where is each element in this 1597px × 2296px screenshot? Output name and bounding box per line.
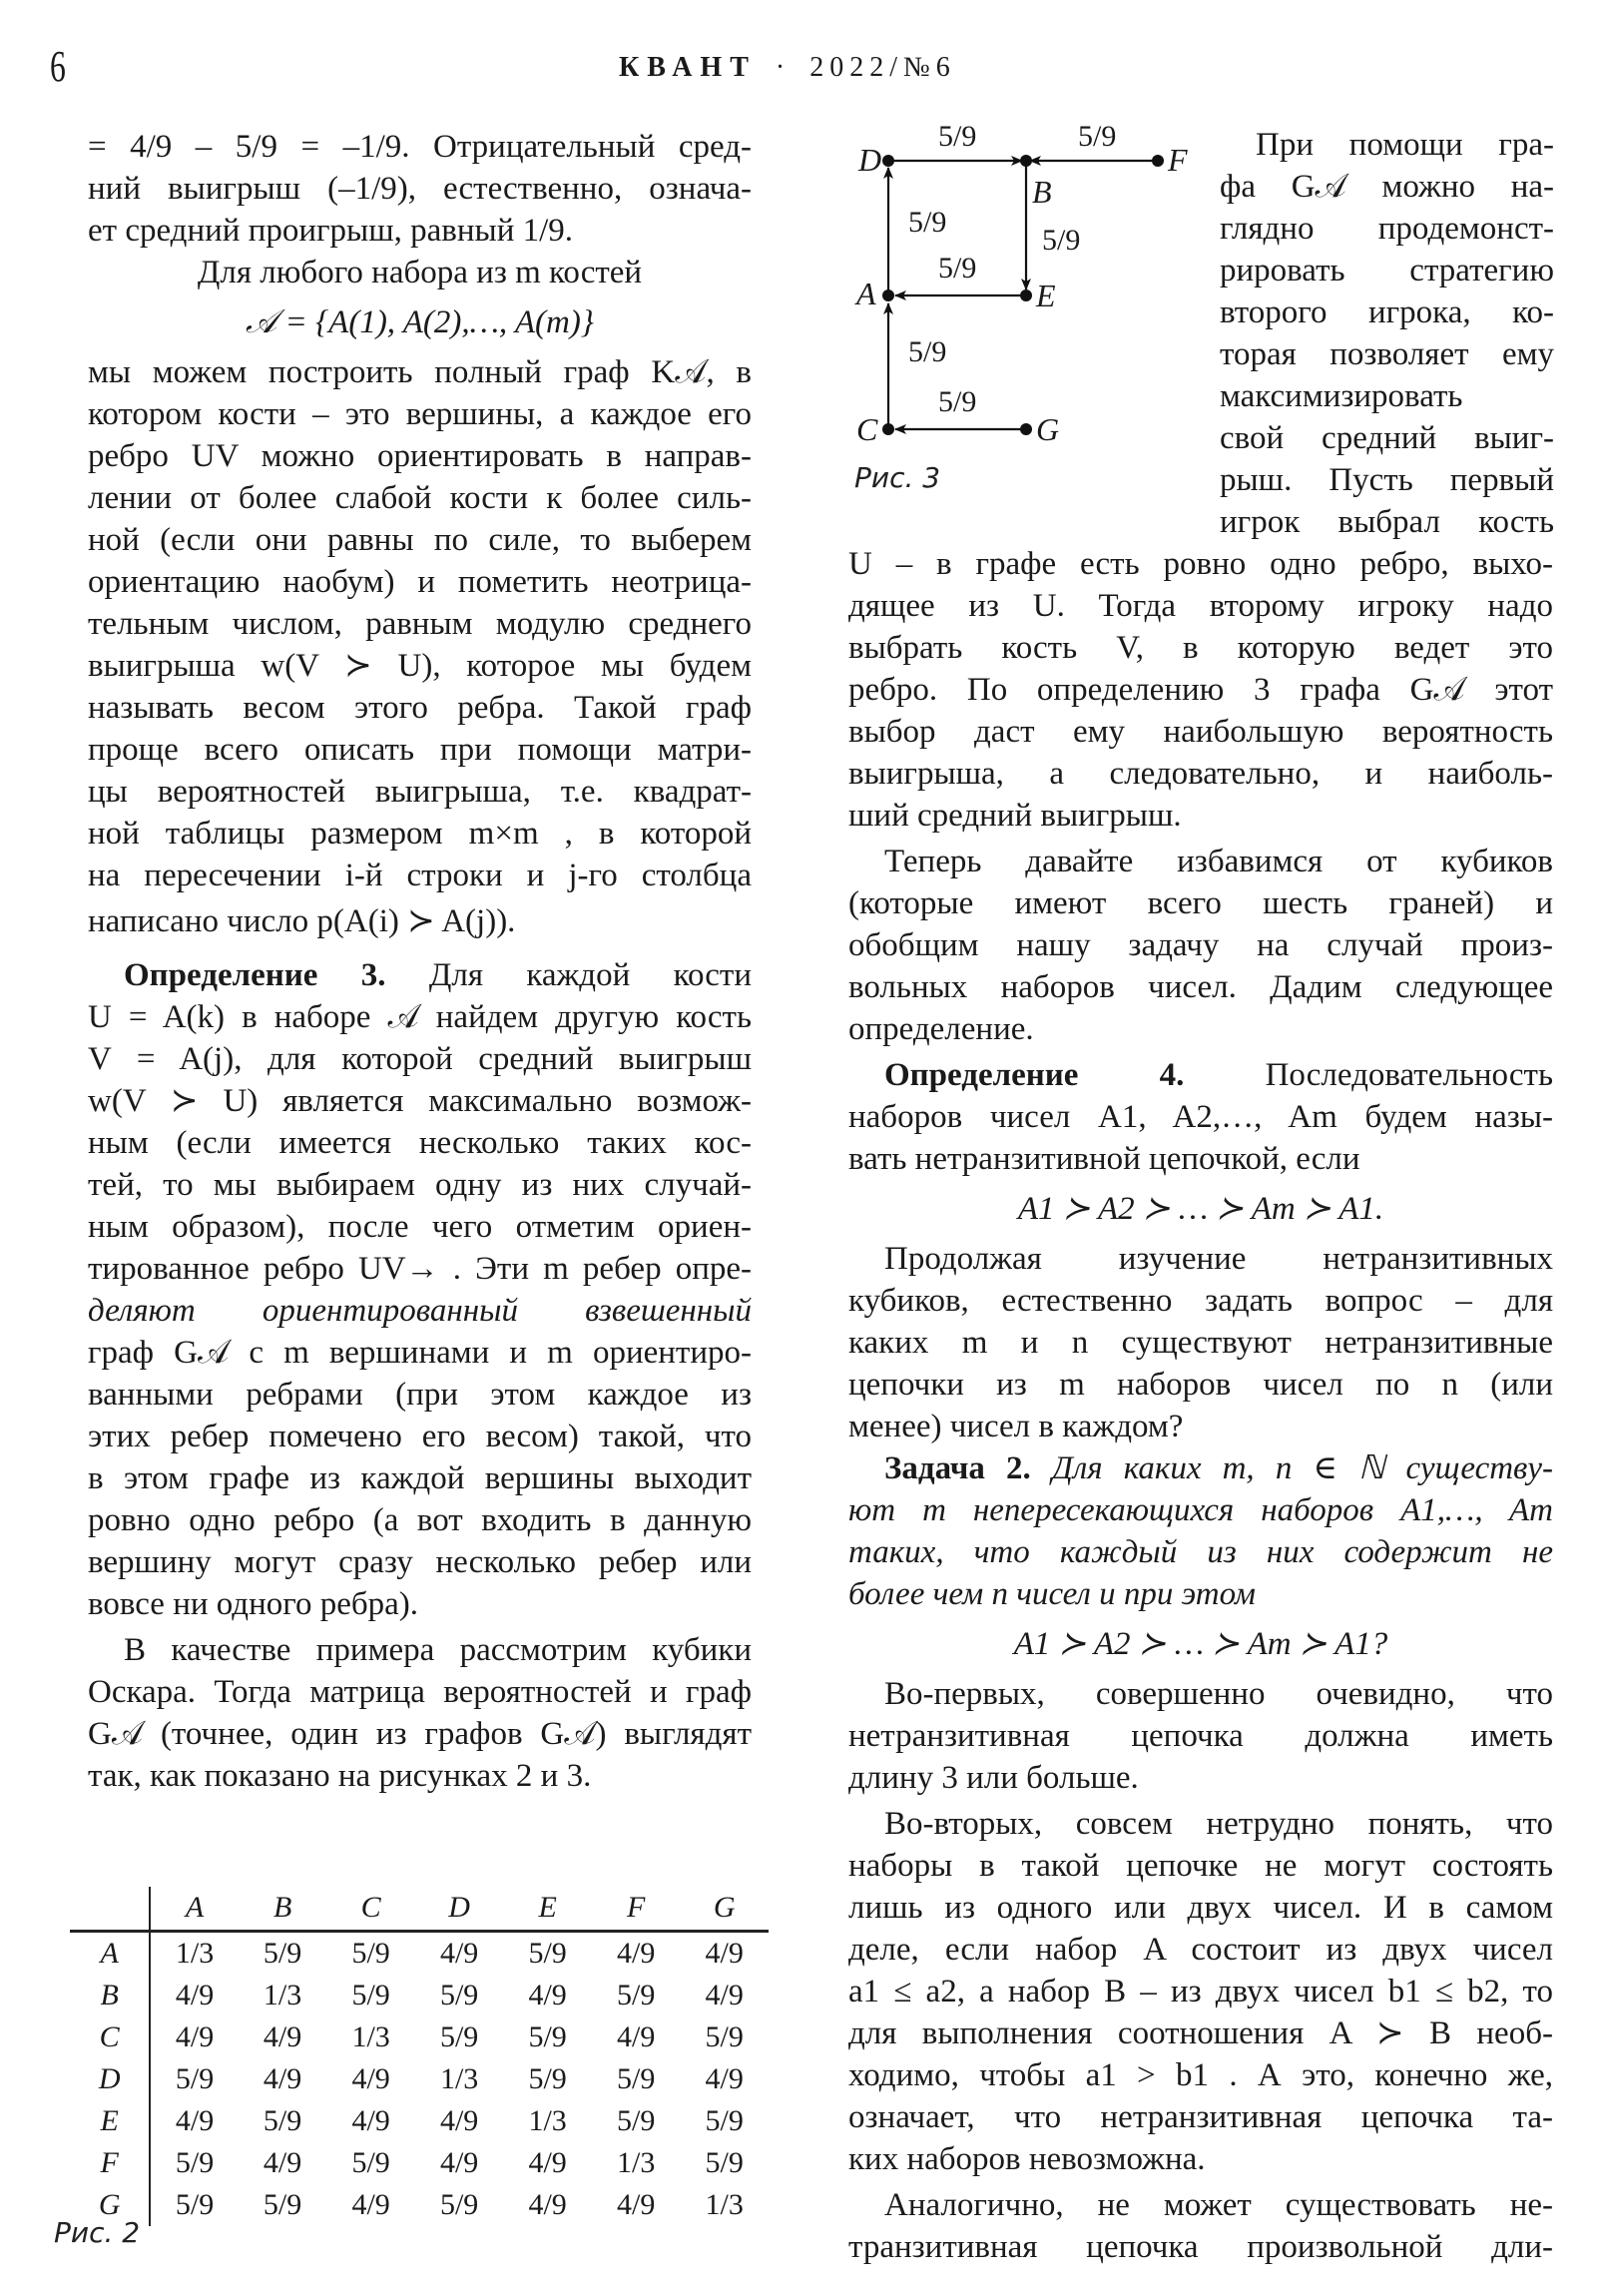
table-cell: 4/9 [351,2187,390,2221]
table-cell: 5/9 [528,1936,567,1970]
text-line: ровно одно ребро (а вот входить в данную [88,1502,752,1538]
paragraph-negative-payoff [88,126,752,252]
row-header: A [70,1931,150,1975]
text-line [848,1447,1553,1489]
column-header: C [326,1887,415,1931]
text-line: означает, что нетранзитивная цепочка та- [848,2099,1553,2135]
node-label-f: F [1168,142,1188,178]
column-header: B [239,1887,327,1931]
text-line: проще всего описать при помощи матри- [88,732,752,768]
table-cell: 4/9 [528,2145,567,2179]
definition-4 [848,1054,1553,1180]
text-line: тельным числом, равным модулю среднего [88,606,752,642]
text-line: максимизировать [1220,378,1463,414]
definition-4-title: Определение 4. [884,1057,1185,1093]
table-cell: 1/3 [439,2061,479,2095]
text-line: Во-вторых, совсем нетрудно понять, что [884,1806,1553,1842]
text-line: ходимо, чтобы a1 > b1 . А это, конечно же, [848,2057,1553,2093]
header-separator: · [775,52,792,83]
paragraph-question [848,1238,1553,1447]
node-label-a: A [856,276,876,311]
row-header: F [70,2142,150,2184]
text-line: торая позволяет ему [1220,336,1554,372]
text-line: наборы в такой цепочке не могут состоять [848,1848,1553,1884]
table-cell: 4/9 [263,2145,302,2179]
table-cell: 5/9 [175,2145,215,2179]
paragraph-oskar-example [88,1629,752,1797]
text-line: написано число p(A(i) ≻ A(j)). [88,903,516,939]
text-line: цы вероятностей выигрыша, т.е. квадрат- [88,774,752,810]
text-line [88,954,752,996]
formula-chain-question: A1 ≻ A2 ≻ … ≻ Am ≻ A1? [1013,1626,1388,1662]
table-cell: 1/3 [705,2187,744,2221]
text-line: ребро UV можно ориентировать в направ- [88,438,752,474]
text-line: V = A(j), для которой средний выигрыш [88,1041,752,1077]
text-line: каких m и n существуют нетранзитивные [848,1325,1553,1361]
column-header: G [680,1887,769,1931]
table-row [70,2058,769,2100]
table-cell: 4/9 [263,2019,302,2053]
table-cell: 5/9 [439,2187,479,2221]
table-row [70,2100,769,2142]
journal-title [619,48,956,88]
text-line: ной (если они равны по силе, то выберем [88,522,752,558]
table-cell: 4/9 [175,2103,215,2137]
figure-3-directed-graph [846,118,1206,497]
left-column [88,126,752,1797]
column-header: A [150,1887,239,1931]
text-line: = 4/9 – 5/9 = –1/9. Отрицательный сред- [88,129,752,165]
paragraph-firstly [848,1673,1553,1799]
table-cell: 4/9 [263,2061,302,2095]
column-header: E [503,1887,592,1931]
text-line: ной таблицы размером m×m , в которой [88,816,752,852]
text-span: Для каких m, n ∈ ℕ существу- [1051,1450,1554,1486]
table-cell: 1/3 [263,1978,302,2011]
text-line: цепочки из m наборов чисел по n (или [848,1367,1553,1403]
table-cell: 4/9 [528,1978,567,2011]
text-line: для выполнения соотношения A ≻ B необ- [848,2015,1553,2051]
text-line: w(V ≻ U) является максимально возмож- [88,1083,752,1119]
text-line: таких, что каждый из них содержит не [848,1534,1553,1570]
text-line: ным образом), после чего отметим ориен- [88,1209,752,1245]
text-line: a1 ≤ a2, а набор B – из двух чисел b1 ≤ b2, то [848,1974,1553,2009]
table-cell: 1/3 [616,2145,656,2179]
paragraph-complete-graph [88,351,752,946]
table-cell: 5/9 [616,2061,656,2095]
table-row [70,2016,769,2058]
text-line: глядно продемонст- [1220,211,1554,247]
text-line: Продолжая изучение нетранзитивных [884,1241,1553,1277]
table-cell: 4/9 [439,2103,479,2137]
row-header: C [70,2016,150,2058]
text-line: обобщим нашу задачу на случай произ- [848,927,1553,963]
edge-weight-b-e: 5/9 [1042,224,1081,257]
text-line: ют m непересекающихся наборов A1,…, Am [848,1492,1553,1528]
column-header: D [415,1887,504,1931]
text-line: ребро. По определению 3 графа G𝒜 этот [848,672,1553,708]
text-line: лишь из одного или двух чисел. И в самом [848,1890,1553,1926]
text-line: Для любого набора из m костей [197,255,643,290]
table-row [70,1931,769,1975]
table-header-row [70,1887,769,1931]
text-line: кубиков, естественно задать вопрос – для [848,1283,1553,1319]
text-line: игрок выбрал кость [1220,504,1554,540]
text-line: выбор даст ему наибольшую вероятность [848,714,1553,750]
node-label-d: D [858,142,882,178]
spacer [88,946,752,954]
paragraph-similarly [848,2184,1553,2268]
table-cell: 5/9 [705,2103,744,2137]
text-line: U – в графе есть ровно одно ребро, выхо- [848,546,1553,582]
journal-name: КВАНТ [619,52,757,83]
text-line: дящее из U. Тогда второму игроку надо [848,588,1553,624]
text-line: ным (если имеется несколько таких кос- [88,1125,752,1161]
table-cell: 1/3 [528,2103,567,2137]
table-cell: 4/9 [705,1978,744,2011]
paragraph-generalize [848,841,1553,1050]
text-line: вовсе ни одного ребра). [88,1586,419,1622]
task-2 [848,1447,1553,1615]
text-line: выбрать кость V, в которую ведет это [848,630,1553,666]
text-line: этих ребер помечено его весом) такой, что [88,1419,752,1454]
text-span: Для каждой кости [428,957,752,993]
running-header [0,42,1597,92]
right-column-wrap-text [1220,124,1554,543]
text-line: граф G𝒜 с m вершинами и m ориентиро- [88,1335,752,1371]
text-line: лении от более слабой кости к более силь- [88,480,752,516]
text-span: Последовательность [1265,1057,1553,1093]
table-cell: 5/9 [439,2019,479,2053]
text-line: менее) чисел в каждом? [848,1409,1184,1444]
table-cell: 5/9 [175,2061,215,2095]
table-cell: 4/9 [616,2187,656,2221]
text-line: транзитивная цепочка произвольной дли- [848,2229,1553,2265]
right-column [848,543,1553,2268]
table-cell: 5/9 [263,1936,302,1970]
text-line: второго игрока, ко- [1220,294,1554,330]
text-line: вать нетранзитивной цепочкой, если [848,1141,1360,1177]
text-line [848,1054,1553,1096]
table-cell: 5/9 [263,2103,302,2137]
paragraph-strategy [848,543,1553,837]
text-line: в этом графе из каждой вершины выходит [88,1460,752,1496]
text-line: нетранзитивная цепочка должна иметь [848,1718,1553,1754]
issue-number: 2022/№6 [809,52,956,83]
text-line: Теперь давайте избавимся от кубиков [884,844,1553,879]
table-row [70,2184,769,2226]
text-line: свой средний выиг- [1220,420,1554,456]
graph-drawing [846,118,1206,447]
text-line: определение. [848,1011,1034,1047]
table-cell: 5/9 [616,1978,656,2011]
table-cell: 5/9 [351,1978,390,2011]
node-label-e: E [1036,278,1056,313]
figure-2-probability-matrix [70,1887,769,2226]
row-header: D [70,2058,150,2100]
table-cell: 1/3 [175,1936,215,1970]
edge-weight-d-b: 5/9 [938,120,977,153]
table-cell: 4/9 [616,2019,656,2053]
table-row [70,1975,769,2016]
text-line: так, как показано на рисунках 2 и 3. [88,1758,592,1794]
text-line: ориентацию наобум) и пометить неотрица- [88,564,752,600]
table-cell: 5/9 [705,2019,744,2053]
text-line: более чем n чисел и при этом [848,1576,1256,1612]
table-cell: 5/9 [705,2145,744,2179]
page-number: 6 [50,42,66,91]
table-row [70,2142,769,2184]
table-cell: 4/9 [439,2145,479,2179]
definition-3-title: Определение 3. [124,957,386,993]
table-cell: 5/9 [175,2187,215,2221]
task-2-title: Задача 2. [884,1450,1031,1486]
definition-3 [88,954,752,1625]
formula-nontransitive-chain: A1 ≻ A2 ≻ … ≻ Am ≻ A1. [1017,1191,1384,1227]
text-line: котором кости – это вершины, а каждое его [88,396,752,432]
row-header: E [70,2100,150,2142]
text-line: ет средний проигрыш, равный 1/9. [88,213,574,249]
table-cell: 5/9 [263,2187,302,2221]
figure-3-caption: Рис. 3 [854,461,941,494]
text-line: выигрыша w(V ≻ U), которое мы будем [88,648,752,684]
text-line: выигрыша, а следовательно, и наиболь- [848,756,1553,792]
text-line: ких наборов невозможна. [848,2141,1206,2177]
text-line: мы можем построить полный граф K𝒜, в [88,354,752,390]
text-line: фа G𝒜 можно на- [1220,169,1554,205]
text-line: на пересечении i-й строки и j-го столбца [88,858,752,893]
table-cell: 1/3 [351,2019,390,2053]
text-line: Аналогично, не может существовать не- [884,2187,1553,2223]
node-label-g: G [1036,411,1060,447]
edge-weight-a-d: 5/9 [908,206,947,239]
table-cell: 5/9 [528,2019,567,2053]
table-cell: 4/9 [175,2019,215,2053]
table-cell: 4/9 [175,1978,215,2011]
row-header: B [70,1975,150,2016]
text-line: наборов чисел A1, A2,…, Am будем назы- [848,1099,1553,1135]
text-line: ний выигрыш (–1/9), естественно, означа- [88,171,752,207]
edge-weight-e-a: 5/9 [938,252,977,285]
table-cell: 4/9 [528,2187,567,2221]
text-line: U = A(k) в наборе 𝒜 найдем другую кость [88,999,752,1035]
table-cell: 4/9 [705,1936,744,1970]
edge-weight-f-b: 5/9 [1078,120,1117,153]
text-line: Оскара. Тогда матрица вероятностей и граф [88,1674,752,1710]
text-line: тей, то мы выбираем одну из них случай- [88,1167,752,1203]
text-line: деляют ориентированный взвешенный [88,1293,752,1329]
edge-weight-c-a: 5/9 [908,335,947,368]
probability-table [70,1887,769,2226]
table-cell: 5/9 [616,2103,656,2137]
table-cell: 4/9 [705,2061,744,2095]
node-label-b: B [1032,174,1052,210]
text-line: ший средний выигрыш. [848,798,1182,834]
text-line: тированное ребро UV→ . Эти m ребер опре- [88,1251,752,1287]
text-line: рировать стратегию [1220,253,1554,288]
formula-dice-set: 𝒜 = {A(1), A(2),…, A(m)} [245,304,595,340]
table-cell: 4/9 [351,2061,390,2095]
row-header: G [70,2184,150,2226]
column-header: F [592,1887,681,1931]
table-cell: 5/9 [351,2145,390,2179]
text-line: (которые имеют всего шесть граней) и [848,885,1553,921]
text-line: вольных наборов чисел. Дадим следующее [848,969,1553,1005]
text-line: ванными ребрами (при этом каждое из [88,1377,752,1413]
text-line: длину 3 или больше. [848,1760,1139,1796]
paragraph-secondly [848,1803,1553,2180]
table-cell: 4/9 [351,2103,390,2137]
table-cell: 4/9 [439,1936,479,1970]
text-line: рыш. Пусть первый [1220,462,1554,498]
table-cell: 5/9 [528,2061,567,2095]
figure-2-caption: Рис. 2 [54,2216,141,2249]
edge-weight-g-c: 5/9 [938,385,977,418]
table-cell: 5/9 [351,1936,390,1970]
text-line: называть весом этого ребра. Такой граф [88,690,752,726]
text-line: При помощи гра- [1256,127,1554,163]
text-line: Во-первых, совершенно очевидно, что [884,1676,1553,1712]
node-label-c: C [856,411,878,447]
text-line: деле, если набор A состоит из двух чисел [848,1932,1553,1968]
text-line: В качестве примера рассмотрим кубики [124,1632,752,1668]
table-cell: 5/9 [439,1978,479,2011]
text-line: G𝒜 (точнее, один из графов G𝒜) выглядят [88,1716,752,1752]
table-cell: 4/9 [616,1936,656,1970]
text-line: вершину могут сразу несколько ребер или [88,1544,752,1580]
table-corner [70,1887,150,1931]
